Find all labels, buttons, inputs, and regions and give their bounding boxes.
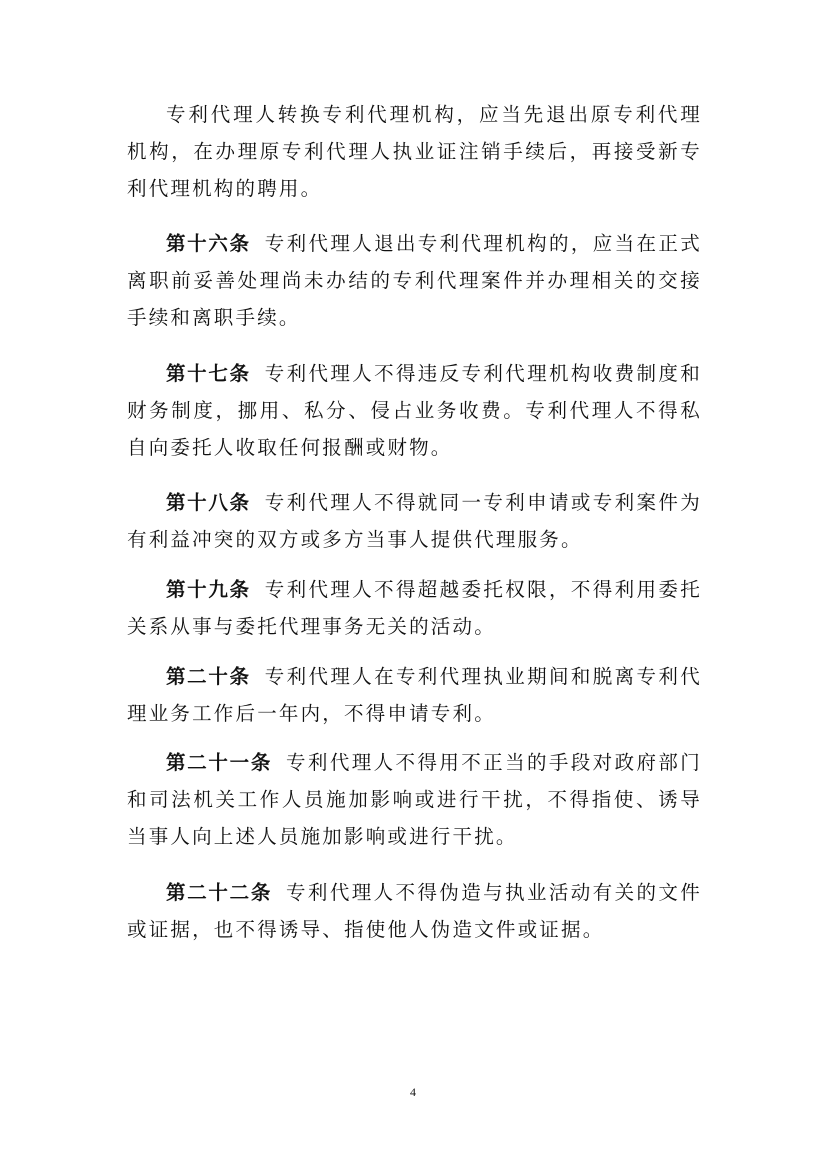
article-text: 专利代理人退出专利代理机构的，应当在正式离职前妥善处理尚未办结的专利代理案件并办理相关的交接手续和离职手续。: [127, 232, 702, 329]
article-text: 专利代理人不得超越委托权限，不得利用委托关系从事与委托代理事务无关的活动。: [127, 578, 702, 638]
article-heading: 第二十一条: [166, 751, 273, 774]
article-heading: 第十六条: [166, 232, 251, 255]
page-number: 4: [410, 1085, 416, 1099]
article-text: 专利代理人不得就同一专利申请或专利案件为有利益冲突的双方或多方当事人提供代理服务。: [127, 491, 702, 551]
paragraph-text: 专利代理人转换专利代理机构，应当先退出原专利代理机构，在办理原专利代理人执业证注销手续后，再接受新专利代理机构的聘用。: [127, 103, 702, 200]
article-heading: 第十八条: [166, 491, 251, 514]
article-22: [127, 874, 702, 948]
article-19: [127, 571, 702, 645]
article-18: [127, 484, 702, 558]
article-heading: 第十九条: [166, 578, 251, 601]
article-text: 专利代理人不得伪造与执业活动有关的文件或证据，也不得诱导、指使他人伪造文件或证据。: [127, 881, 702, 941]
article-heading: 第二十条: [166, 665, 251, 688]
article-heading: 第二十二条: [166, 881, 273, 904]
article-heading: 第十七条: [166, 362, 251, 385]
article-17: [127, 355, 702, 466]
article-16: [127, 225, 702, 336]
paragraph-intro: [127, 96, 702, 207]
article-21: [127, 744, 702, 855]
article-20: [127, 658, 702, 732]
article-text: 专利代理人不得用不正当的手段对政府部门和司法机关工作人员施加影响或进行干扰，不得指使、诱导当事人向上述人员施加影响或进行干扰。: [127, 751, 702, 848]
article-text: 专利代理人在专利代理执业期间和脱离专利代理业务工作后一年内，不得申请专利。: [127, 665, 702, 725]
article-text: 专利代理人不得违反专利代理机构收费制度和财务制度，挪用、私分、侵占业务收费。专利代理人不得私自向委托人收取任何报酬或财物。: [127, 362, 702, 459]
